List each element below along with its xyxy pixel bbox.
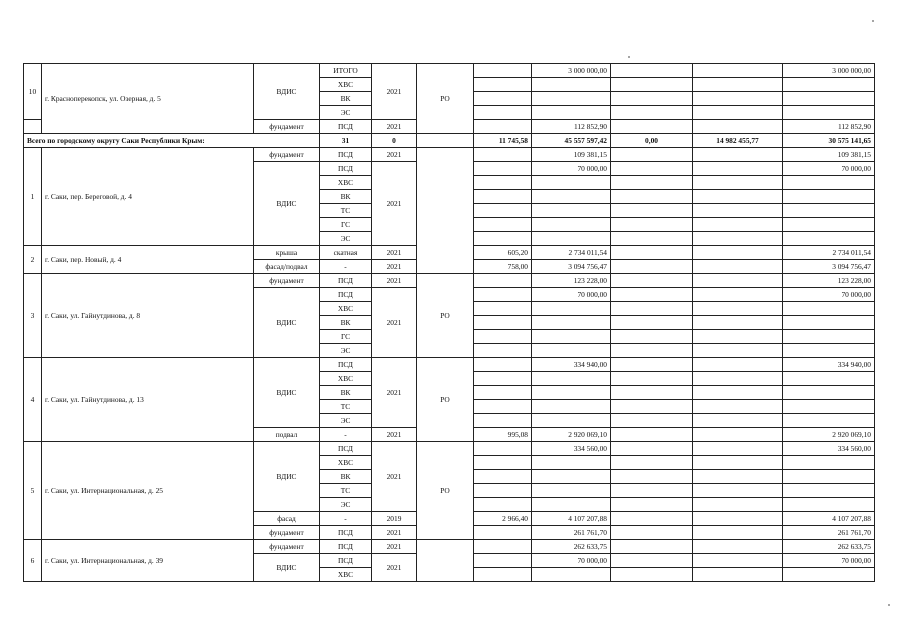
year-cell: 2021 (372, 526, 417, 540)
amount-cell (611, 302, 693, 316)
amount-cell (783, 106, 875, 120)
amount-cell: 123 228,00 (783, 274, 875, 288)
subtype-cell: ХВС (320, 78, 372, 92)
address-cell: г. Саки, ул. Гайнутдинова, д. 13 (42, 358, 254, 442)
area-cell (474, 190, 532, 204)
subtype-cell: - (320, 260, 372, 274)
amount-cell (611, 540, 693, 554)
amount-cell (783, 316, 875, 330)
work-type-cell: фундамент (254, 526, 320, 540)
cost-cell: 334 940,00 (532, 358, 611, 372)
area-cell (474, 92, 532, 106)
year-cell: 2021 (372, 428, 417, 442)
area-cell (474, 288, 532, 302)
amount-cell (693, 246, 783, 260)
scan-speck (888, 604, 890, 606)
amount-cell (693, 176, 783, 190)
amount-cell: 70 000,00 (783, 288, 875, 302)
amount-cell (611, 442, 693, 456)
amount-cell (693, 400, 783, 414)
subtype-cell: ХВС (320, 372, 372, 386)
table-row (24, 148, 875, 162)
amount-cell (693, 274, 783, 288)
cost-cell (532, 302, 611, 316)
amount-cell (693, 442, 783, 456)
area-cell: 758,00 (474, 260, 532, 274)
subtype-cell: ХВС (320, 456, 372, 470)
area-cell (474, 176, 532, 190)
cost-cell (532, 568, 611, 582)
amount-cell (611, 232, 693, 246)
cost-cell (532, 92, 611, 106)
year-cell: 2021 (372, 120, 417, 134)
amount-cell: 262 633,75 (783, 540, 875, 554)
year-cell: 2021 (372, 260, 417, 274)
amount-cell (693, 386, 783, 400)
amount-cell: 4 107 207,88 (783, 512, 875, 526)
cost-cell (532, 232, 611, 246)
amount-cell (611, 78, 693, 92)
work-type-cell: фундамент (254, 120, 320, 134)
year-cell: 2019 (372, 512, 417, 526)
cost-cell (532, 400, 611, 414)
area-cell (474, 274, 532, 288)
amount-cell (611, 512, 693, 526)
cost-cell (532, 176, 611, 190)
cost-cell (532, 414, 611, 428)
amount-cell (693, 148, 783, 162)
area-cell (474, 372, 532, 386)
amount-cell (783, 414, 875, 428)
work-type-cell: подвал (254, 428, 320, 442)
amount-cell (693, 330, 783, 344)
work-type-cell: крыша (254, 246, 320, 260)
amount-cell (783, 386, 875, 400)
work-type-cell: фасад (254, 512, 320, 526)
program-cell: РО (417, 442, 474, 540)
subtype-cell: ГС (320, 330, 372, 344)
subtype-cell: ВК (320, 470, 372, 484)
amount-cell (783, 456, 875, 470)
cost-cell (532, 218, 611, 232)
cost-cell (532, 498, 611, 512)
cost-cell: 261 761,70 (532, 526, 611, 540)
amount-cell (611, 246, 693, 260)
amount-cell (611, 484, 693, 498)
address-cell: г. Саки, ул. Гайнутдинова, д. 8 (42, 274, 254, 358)
area-cell (474, 330, 532, 344)
year-cell: 2021 (372, 540, 417, 554)
amount-cell (783, 204, 875, 218)
area-cell (474, 232, 532, 246)
work-type-cell: ВДИС (254, 554, 320, 582)
amount-cell (783, 78, 875, 92)
cost-cell: 70 000,00 (532, 288, 611, 302)
work-type-cell: ВДИС (254, 288, 320, 358)
year-cell: 2021 (372, 358, 417, 428)
area-cell (474, 204, 532, 218)
subtype-cell: ПСД (320, 120, 372, 134)
table-row (24, 64, 875, 78)
area-cell (474, 316, 532, 330)
row-number: 10 (24, 64, 42, 120)
row-number: 4 (24, 358, 42, 442)
amount-cell (611, 344, 693, 358)
amount-cell (693, 78, 783, 92)
cost-cell: 70 000,00 (532, 162, 611, 176)
work-type-cell: ВДИС (254, 358, 320, 428)
area-cell (474, 568, 532, 582)
cost-cell (532, 484, 611, 498)
year-cell: 2021 (372, 442, 417, 512)
amount-cell (611, 316, 693, 330)
total-amount: 14 982 455,77 (693, 134, 783, 148)
amount-cell (693, 568, 783, 582)
amount-cell (783, 176, 875, 190)
work-type-cell: ВДИС (254, 162, 320, 246)
total-amount: 30 575 141,65 (783, 134, 875, 148)
amount-cell (611, 204, 693, 218)
amount-cell (693, 190, 783, 204)
amount-cell: 2 920 069,10 (783, 428, 875, 442)
amount-cell (783, 372, 875, 386)
area-cell (474, 162, 532, 176)
amount-cell (783, 470, 875, 484)
cost-cell: 334 560,00 (532, 442, 611, 456)
year-cell: 2021 (372, 64, 417, 120)
amount-cell (611, 106, 693, 120)
cost-cell (532, 372, 611, 386)
cost-cell: 123 228,00 (532, 274, 611, 288)
amount-cell (611, 568, 693, 582)
row-number: 1 (24, 148, 42, 246)
amount-cell (611, 470, 693, 484)
subtype-cell: ПСД (320, 288, 372, 302)
subtype-cell: ВК (320, 92, 372, 106)
amount-cell (611, 456, 693, 470)
program-cell (417, 540, 474, 582)
area-cell (474, 526, 532, 540)
address-cell: г. Саки, пер. Береговой, д. 4 (42, 148, 254, 246)
cost-cell (532, 470, 611, 484)
row-number: 3 (24, 274, 42, 358)
table-row (24, 540, 875, 554)
area-cell (474, 302, 532, 316)
area-cell (474, 484, 532, 498)
work-type-cell: ВДИС (254, 64, 320, 120)
year-cell: 2021 (372, 554, 417, 582)
year-cell: 2021 (372, 246, 417, 260)
amount-cell (611, 92, 693, 106)
area-cell (474, 218, 532, 232)
amount-cell (611, 386, 693, 400)
amount-cell (611, 414, 693, 428)
amount-cell (611, 526, 693, 540)
amount-cell (611, 428, 693, 442)
cost-cell: 3 094 756,47 (532, 260, 611, 274)
row-number: 6 (24, 540, 42, 582)
address-cell: г. Саки, ул. Интернациональная, д. 25 (42, 442, 254, 540)
total-area: 11 745,58 (474, 134, 532, 148)
amount-cell (693, 414, 783, 428)
amount-cell: 261 761,70 (783, 526, 875, 540)
amount-cell (693, 456, 783, 470)
amount-cell (693, 162, 783, 176)
total-cost: 45 557 597,42 (532, 134, 611, 148)
amount-cell (611, 400, 693, 414)
area-cell (474, 386, 532, 400)
subtype-cell: ЭС (320, 232, 372, 246)
table-row (24, 274, 875, 288)
cost-cell (532, 344, 611, 358)
area-cell (474, 498, 532, 512)
cost-cell (532, 330, 611, 344)
amount-cell (693, 64, 783, 78)
subtype-cell: ИТОГО (320, 64, 372, 78)
area-cell: 995,08 (474, 428, 532, 442)
amount-cell (693, 106, 783, 120)
amount-cell (783, 484, 875, 498)
subtype-cell: ВК (320, 190, 372, 204)
address-cell: г. Саки, ул. Интернациональная, д. 39 (42, 540, 254, 582)
total-label: Всего по городскому округу Саки Республики Крым: (24, 134, 320, 148)
amount-cell (693, 540, 783, 554)
amount-cell: 112 852,90 (783, 120, 875, 134)
amount-cell: 334 560,00 (783, 442, 875, 456)
scan-speck (872, 20, 874, 22)
subtype-cell: - (320, 428, 372, 442)
amount-cell (693, 526, 783, 540)
amount-cell: 70 000,00 (783, 554, 875, 568)
work-type-cell: фундамент (254, 540, 320, 554)
amount-cell (783, 92, 875, 106)
subtype-cell: ХВС (320, 568, 372, 582)
address-cell: г. Красноперекопск, ул. Озерная, д. 5 (42, 64, 254, 134)
area-cell: 605,20 (474, 246, 532, 260)
work-type-cell: фундамент (254, 148, 320, 162)
subtype-cell: ПСД (320, 554, 372, 568)
area-cell (474, 400, 532, 414)
amount-cell: 109 381,15 (783, 148, 875, 162)
subtype-cell: ПСД (320, 358, 372, 372)
amount-cell (693, 470, 783, 484)
cost-cell (532, 386, 611, 400)
subtype-cell: ПСД (320, 148, 372, 162)
area-cell (474, 148, 532, 162)
amount-cell (693, 120, 783, 134)
amount-cell (693, 232, 783, 246)
area-cell (474, 540, 532, 554)
amount-cell: 2 734 011,54 (783, 246, 875, 260)
area-cell (474, 344, 532, 358)
amount-cell (693, 204, 783, 218)
amount-cell (783, 330, 875, 344)
amount-cell (693, 428, 783, 442)
total-amount: 0,00 (611, 134, 693, 148)
amount-cell (693, 288, 783, 302)
subtype-cell: ВК (320, 386, 372, 400)
program-cell: РО (417, 64, 474, 134)
cost-cell (532, 204, 611, 218)
amount-cell (611, 218, 693, 232)
amount-cell (611, 554, 693, 568)
amount-cell (693, 358, 783, 372)
subtype-cell: ПСД (320, 274, 372, 288)
amount-cell (611, 498, 693, 512)
amount-cell (693, 92, 783, 106)
cost-cell (532, 316, 611, 330)
amount-cell (611, 330, 693, 344)
amount-cell (693, 484, 783, 498)
year-cell: 2021 (372, 274, 417, 288)
amount-cell (783, 344, 875, 358)
amount-cell (783, 400, 875, 414)
subtype-cell: ТС (320, 204, 372, 218)
area-cell (474, 106, 532, 120)
subtype-cell: ПСД (320, 442, 372, 456)
amount-cell (611, 372, 693, 386)
area-cell (474, 358, 532, 372)
amount-cell (693, 512, 783, 526)
total-zero: 0 (372, 134, 417, 148)
total-count: 31 (320, 134, 372, 148)
program-cell (417, 148, 474, 274)
amount-cell: 3 000 000,00 (783, 64, 875, 78)
amount-cell (693, 316, 783, 330)
work-type-cell: фундамент (254, 274, 320, 288)
area-cell (474, 442, 532, 456)
area-cell (474, 456, 532, 470)
cost-cell: 262 633,75 (532, 540, 611, 554)
address-cell: г. Саки, пер. Новый, д. 4 (42, 246, 254, 274)
cost-cell: 4 107 207,88 (532, 512, 611, 526)
amount-cell (693, 218, 783, 232)
subtype-cell: ЭС (320, 106, 372, 120)
cost-cell: 109 381,15 (532, 148, 611, 162)
work-type-cell: ВДИС (254, 442, 320, 512)
area-cell (474, 554, 532, 568)
amount-cell (611, 120, 693, 134)
year-cell: 2021 (372, 148, 417, 162)
subtype-cell: ПСД (320, 162, 372, 176)
amount-cell (611, 176, 693, 190)
year-cell: 2021 (372, 288, 417, 358)
program-cell (417, 134, 474, 148)
cost-cell: 112 852,90 (532, 120, 611, 134)
amount-cell (611, 358, 693, 372)
subtype-cell: ПСД (320, 526, 372, 540)
cost-cell: 70 000,00 (532, 554, 611, 568)
program-cell: РО (417, 358, 474, 442)
subtype-cell: ХВС (320, 302, 372, 316)
subtype-cell: скатная (320, 246, 372, 260)
work-type-cell: фасад/подвал (254, 260, 320, 274)
amount-cell (693, 302, 783, 316)
cost-cell: 2 920 069,10 (532, 428, 611, 442)
subtype-cell: ТС (320, 484, 372, 498)
amount-cell (611, 274, 693, 288)
cost-cell: 2 734 011,54 (532, 246, 611, 260)
amount-cell (783, 498, 875, 512)
program-cell: РО (417, 274, 474, 358)
amount-cell (611, 64, 693, 78)
amount-cell (783, 232, 875, 246)
table-row (24, 358, 875, 372)
amount-cell (783, 218, 875, 232)
amount-cell (693, 344, 783, 358)
register-table (23, 63, 875, 582)
amount-cell (693, 372, 783, 386)
amount-cell: 3 094 756,47 (783, 260, 875, 274)
area-cell: 2 966,40 (474, 512, 532, 526)
year-cell: 2021 (372, 162, 417, 246)
scan-speck (628, 56, 630, 58)
subtype-cell: ХВС (320, 176, 372, 190)
area-cell (474, 78, 532, 92)
amount-cell (611, 260, 693, 274)
subtype-cell: ЭС (320, 498, 372, 512)
subtype-cell: ВК (320, 316, 372, 330)
subtype-cell: ТС (320, 400, 372, 414)
subtype-cell: - (320, 512, 372, 526)
area-cell (474, 120, 532, 134)
amount-cell: 334 940,00 (783, 358, 875, 372)
amount-cell (783, 568, 875, 582)
amount-cell (611, 148, 693, 162)
table-row (24, 442, 875, 456)
total-row (24, 134, 875, 148)
area-cell (474, 414, 532, 428)
amount-cell (783, 302, 875, 316)
row-number (24, 120, 42, 134)
area-cell (474, 64, 532, 78)
amount-cell (611, 288, 693, 302)
cost-cell (532, 190, 611, 204)
cost-cell (532, 78, 611, 92)
cost-cell (532, 456, 611, 470)
row-number: 5 (24, 442, 42, 540)
cost-cell: 3 000 000,00 (532, 64, 611, 78)
amount-cell (693, 498, 783, 512)
subtype-cell: ПСД (320, 540, 372, 554)
amount-cell (611, 162, 693, 176)
subtype-cell: ЭС (320, 344, 372, 358)
amount-cell: 70 000,00 (783, 162, 875, 176)
cost-cell (532, 106, 611, 120)
subtype-cell: ГС (320, 218, 372, 232)
amount-cell (611, 190, 693, 204)
row-number: 2 (24, 246, 42, 274)
amount-cell (783, 190, 875, 204)
amount-cell (693, 260, 783, 274)
amount-cell (693, 554, 783, 568)
subtype-cell: ЭС (320, 414, 372, 428)
area-cell (474, 470, 532, 484)
